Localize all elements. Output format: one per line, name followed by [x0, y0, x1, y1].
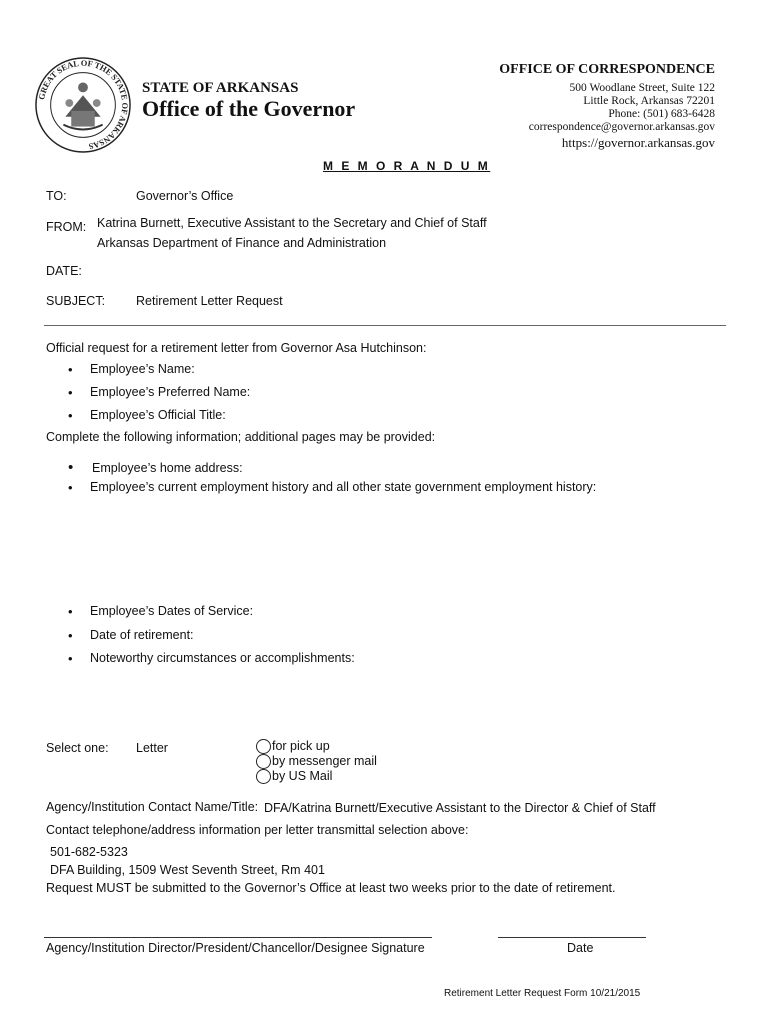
signature-line [44, 937, 432, 938]
contact-phone: 501-682-5323 [50, 845, 128, 859]
bullet-icon: • [68, 480, 73, 495]
office-title: Office of the Governor [142, 96, 356, 121]
date-line [498, 937, 646, 938]
radio-circle-icon[interactable] [256, 739, 271, 754]
list-item: Date of retirement: [90, 628, 194, 642]
intro-text: Official request for a retirement letter from Governor Asa Hutchinson: [46, 341, 427, 355]
list-item: Employee’s home address: [92, 461, 243, 475]
subject-label: SUBJECT: [46, 294, 106, 308]
subject-value: Retirement Letter Request [136, 294, 283, 308]
radio-label: for pick up [272, 739, 330, 753]
bullet-icon: • [68, 408, 73, 423]
radio-circle-icon[interactable] [256, 754, 271, 769]
from-line2: Arkansas Department of Finance and Administration [97, 236, 387, 250]
date-label: DATE: [46, 264, 82, 278]
bullet-icon: • [68, 459, 74, 476]
radio-circle-icon[interactable] [256, 769, 271, 784]
to-label: TO: [46, 189, 67, 203]
svg-text:GREAT SEAL OF THE STATE OF ARK: GREAT SEAL OF THE STATE OF ARKANSAS [37, 58, 130, 151]
radio-label: by messenger mail [272, 754, 377, 768]
contact-name-value: DFA/Katrina Burnett/Executive Assistant to the Director & Chief of Staff [264, 801, 656, 815]
signature-label: Agency/Institution Director/President/Chancellor/Designee Signature [46, 941, 425, 955]
bullet-icon: • [68, 604, 73, 619]
memo-title: M E M O R A N D U M [323, 159, 491, 173]
list-item: Employee’s Dates of Service: [90, 604, 254, 618]
list-item: Employee’s Name: [90, 362, 195, 376]
website-url: https://governor.arkansas.gov [561, 135, 715, 150]
phone-number: Phone: (501) 683-6428 [608, 108, 715, 120]
radio-label: by US Mail [272, 769, 333, 783]
complete-text: Complete the following information; additional pages may be provided: [46, 430, 436, 444]
list-item: Noteworthy circumstances or accomplishments: [90, 651, 355, 665]
select-label: Select one: [46, 741, 109, 755]
bullet-icon: • [68, 385, 73, 400]
contact-name-label: Agency/Institution Contact Name/Title: [46, 800, 259, 814]
bullet-icon: • [68, 651, 73, 666]
state-name: STATE OF ARKANSAS [142, 80, 299, 96]
from-label: FROM: [46, 220, 87, 234]
contact-address: DFA Building, 1509 West Seventh Street, Rm 401 [50, 863, 325, 877]
submission-note: Request MUST be submitted to the Governor’s Office at least two weeks prior to the date of retirement. [46, 881, 616, 895]
to-value: Governor’s Office [136, 189, 234, 203]
bullet-icon: • [68, 362, 73, 377]
form-footer: Retirement Letter Request Form 10/21/2015 [444, 988, 641, 999]
signature-date-label: Date [567, 941, 594, 955]
divider [44, 325, 726, 326]
radio-pickup[interactable] [256, 739, 330, 754]
city-address: Little Rock, Arkansas 72201 [583, 95, 715, 107]
radio-messenger[interactable] [256, 754, 377, 769]
email-address: correspondence@governor.arkansas.gov [528, 121, 715, 133]
from-line1: Katrina Burnett, Executive Assistant to the Secretary and Chief of Staff [97, 216, 487, 230]
list-item: Employee’s current employment history and all other state government employment history: [90, 480, 597, 494]
list-item: Employee’s Preferred Name: [90, 385, 251, 399]
state-seal-logo [34, 56, 132, 154]
radio-usmail[interactable] [256, 769, 332, 784]
correspondence-title: OFFICE OF CORRESPONDENCE [499, 62, 715, 77]
contact-info-label: Contact telephone/address information per letter transmittal selection above: [46, 823, 469, 837]
bullet-icon: • [68, 628, 73, 643]
select-type: Letter [136, 741, 168, 755]
street-address: 500 Woodlane Street, Suite 122 [569, 82, 715, 94]
list-item: Employee’s Official Title: [90, 408, 226, 422]
